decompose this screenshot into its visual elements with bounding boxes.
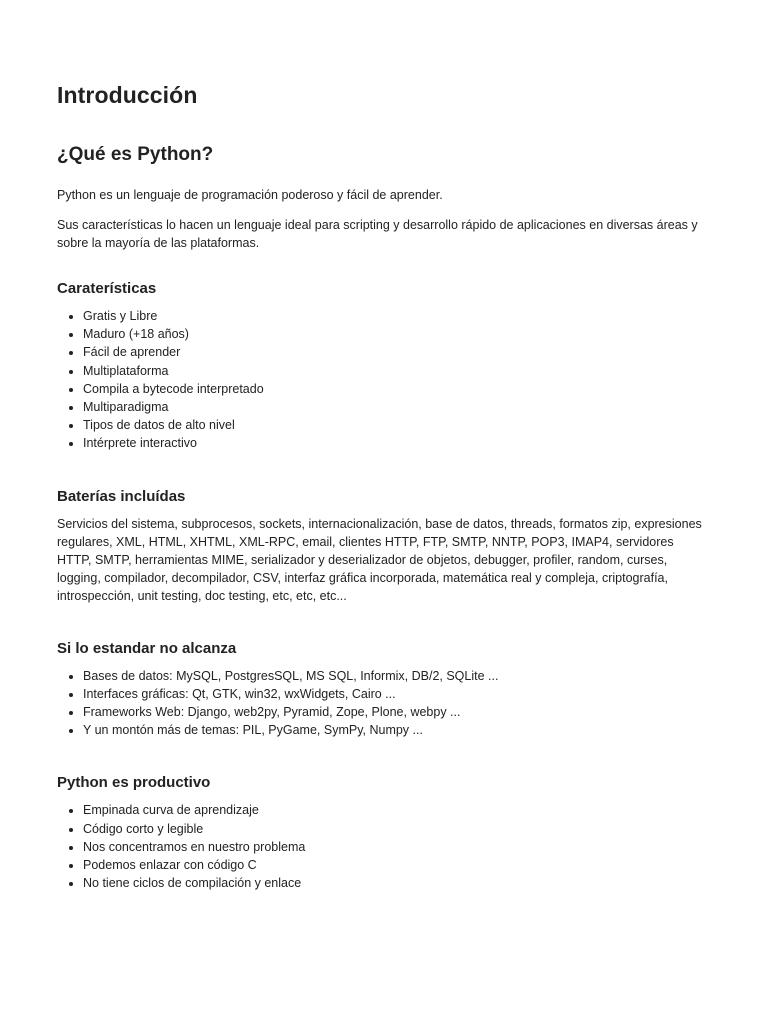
paragraph-baterias: Servicios del sistema, subprocesos, sockets, internacionalización, base de datos, threads, formatos zip, expresiones regulares, XML, HTML, XHTML, XML-RPC, email, clientes HTTP, FTP, SMTP, NNTP, POP3, IMAP4, servidores HTTP, SMTP, herramientas MIME, serializador y deserializador de objetos, debugger, profiler, random, curses, logging, compilador, decompilador, CSV, interfaz gráfica incorporada, matemática real y compleja, criptografía, introspección, unit testing, doc testing, etc, etc, etc... bbox=[57, 516, 702, 603]
list-item: • Empinada curva de aprendizaje bbox=[83, 801, 711, 819]
list-productivo bbox=[57, 801, 711, 892]
list-item: • Tipos de datos de alto nivel bbox=[83, 416, 711, 434]
list-item: • Gratis y Libre bbox=[83, 307, 711, 325]
list-item: • Multiparadigma bbox=[83, 398, 711, 416]
section-estandar bbox=[57, 639, 711, 740]
heading-productivo: Python es productivo bbox=[57, 774, 211, 792]
list-item: • Y un montón más de temas: PIL, PyGame, SymPy, Numpy ... bbox=[83, 721, 711, 739]
list-item: • Código corto y legible bbox=[83, 820, 711, 838]
intro-paragraph-2: Sus características lo hacen un lenguaje ideal para scripting y desarrollo rápido de aplicaciones en diversas áreas y sobre la mayoría de las plataformas. bbox=[57, 218, 698, 250]
intro-paragraph-1: Python es un lenguaje de programación poderoso y fácil de aprender. bbox=[57, 188, 443, 202]
list-item: • Intérprete interactivo bbox=[83, 434, 711, 452]
section-baterias bbox=[57, 487, 711, 605]
section-productivo bbox=[57, 773, 711, 892]
section-title-que-es-python: ¿Qué es Python? bbox=[57, 144, 214, 165]
list-item: • Frameworks Web: Django, web2py, Pyramid, Zope, Plone, webpy ... bbox=[83, 703, 711, 721]
list-item: • Multiplataforma bbox=[83, 362, 711, 380]
list-item: • Podemos enlazar con código C bbox=[83, 856, 711, 874]
heading-caracteristicas: Caraterísticas bbox=[57, 280, 157, 297]
list-item: • Compila a bytecode interpretado bbox=[83, 380, 711, 398]
list-item: • No tiene ciclos de compilación y enlace bbox=[83, 874, 711, 892]
section-caracteristicas bbox=[57, 279, 711, 453]
heading-baterias: Baterías incluídas bbox=[57, 487, 186, 505]
list-item: • Fácil de aprender bbox=[83, 343, 711, 361]
document-content bbox=[57, 186, 711, 892]
list-item: • Interfaces gráficas: Qt, GTK, win32, wxWidgets, Cairo ... bbox=[83, 685, 711, 703]
list-caracteristicas bbox=[57, 307, 711, 453]
list-item: • Maduro (+18 años) bbox=[83, 325, 711, 343]
list-item: • Bases de datos: MySQL, PostgresSQL, MS SQL, Informix, DB/2, SQLite ... bbox=[83, 667, 711, 685]
heading-estandar: Si lo estandar no alcanza bbox=[57, 639, 237, 657]
list-item: • Nos concentramos en nuestro problema bbox=[83, 838, 711, 856]
page-title: Introducción bbox=[57, 82, 198, 108]
list-estandar bbox=[57, 667, 711, 740]
